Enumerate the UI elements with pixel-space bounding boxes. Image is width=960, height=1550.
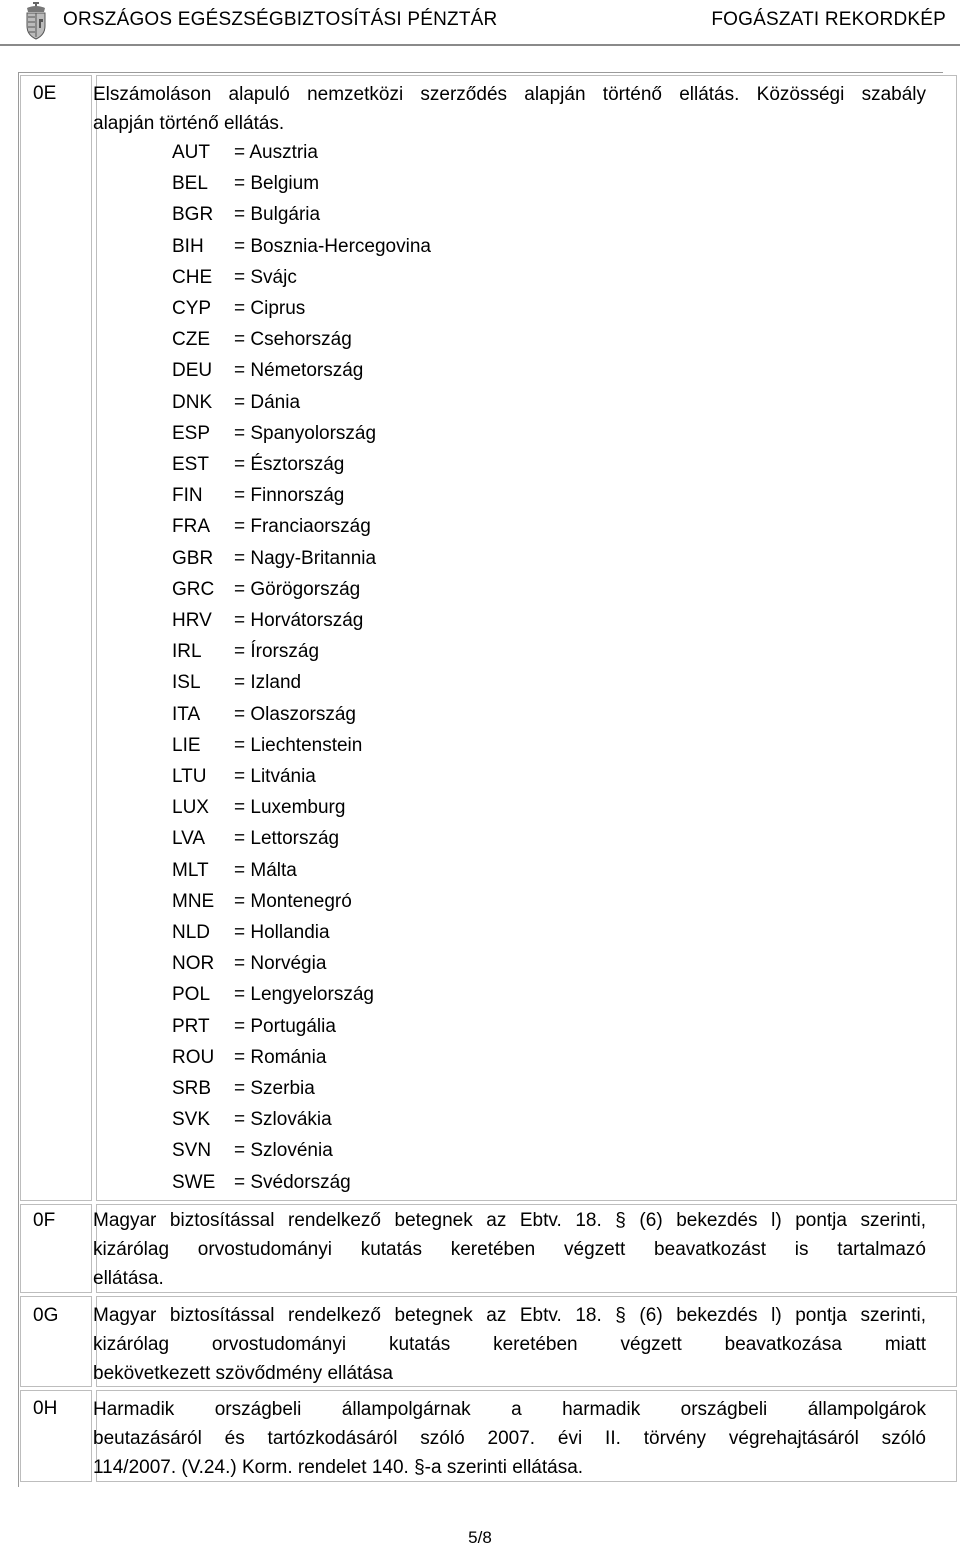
header-organization: ORSZÁGOS EGÉSZSÉGBIZTOSÍTÁSI PÉNZTÁR [63,9,498,30]
country-entry [172,641,319,665]
country-code: LTU [172,766,207,787]
country-name: = Málta [234,859,297,881]
country-name: = Nagy-Britannia [234,547,377,569]
country-entry [172,953,326,977]
country-entry [172,610,363,634]
country-entry [172,392,300,416]
country-code: FIN [172,485,203,507]
country-name: = Görögország [234,578,361,600]
header-document-title: FOGÁSZATI REKORDKÉP [711,9,946,30]
country-code: GRC [172,578,215,600]
country-name: = Izland [234,672,302,694]
code-cell [20,75,92,1201]
code-table [18,72,943,1487]
row-description [93,1301,926,1388]
country-entry [172,1016,336,1040]
country-code: HRV [172,610,212,631]
description-line: Harmadik országbeli állampolgárnak a harmadik országbeli állampolgárok [93,1399,926,1420]
country-name: = Olaszország [234,703,356,725]
country-code: ESP [172,422,211,444]
country-name: = Lettország [234,828,340,850]
country-name: = Németország [234,360,364,382]
page-header [0,0,960,46]
country-entry [172,142,318,166]
country-code: EST [172,454,209,475]
country-name: = Dánia [234,391,301,413]
country-code: ITA [172,703,201,725]
country-entry [172,454,344,478]
description-line: alapján történő ellátás. [93,113,285,134]
country-entry [172,1172,351,1196]
country-name: = Spanyolország [234,422,377,444]
country-name: = Bulgária [234,204,321,226]
country-code: DNK [172,391,213,413]
row-description [93,1206,926,1293]
country-entry [172,267,297,291]
description-line: Magyar biztosítással rendelkező betegnek az Ebtv. 18. § (6) bekezdés l) pontja szerinti, [93,1210,926,1231]
country-code: CZE [172,329,210,351]
country-name: = Románia [234,1046,327,1068]
country-entry [172,173,319,197]
country-name: = Lengyelország [234,984,374,1006]
country-name: = Franciaország [234,516,371,538]
country-code: MNE [172,890,215,912]
country-code: DEU [172,360,213,382]
row-code: 0G [33,1305,59,1326]
description-line: 114/2007. (V.24.) Korm. rendelet 140. §-a szerinti ellátása. [93,1457,584,1478]
country-code: SVK [172,1109,211,1131]
country-code: FRA [172,516,210,538]
hungarian-coat-of-arms-icon [24,2,48,40]
country-code: BIH [172,235,204,257]
country-code: BEL [172,173,208,195]
row-description [93,1395,926,1482]
country-entry [172,704,356,728]
country-code: AUT [172,142,210,163]
country-code: POL [172,984,211,1006]
country-name: = Csehország [234,329,352,351]
country-name: = Ciprus [234,298,306,319]
country-entry [172,672,301,696]
description-line: kizárólag orvostudományi kutatás keretében végzett beavatkozása miatt [93,1334,926,1355]
country-name: = Finnország [234,485,345,507]
country-code: SWE [172,1171,216,1193]
row-description [93,80,926,138]
country-entry [172,298,305,322]
country-name: = Írország [234,641,320,663]
row-code: 0F [33,1210,56,1231]
country-name: = Észtország [234,454,345,475]
description-line: beutazásáról és tartózkodásáról szóló 2007. évi II. törvény végrehajtásáról szóló [93,1428,926,1449]
country-code: CYP [172,298,212,319]
country-entry [172,548,376,572]
description-line: Magyar biztosítással rendelkező betegnek az Ebtv. 18. § (6) bekezdés l) pontja szerinti, [93,1305,926,1326]
country-entry [172,236,431,260]
country-name: = Liechtenstein [234,734,363,756]
country-entry [172,579,360,603]
country-entry [172,922,330,946]
country-entry [172,797,345,821]
country-code: MLT [172,859,209,881]
header-divider [0,44,960,46]
country-code: IRL [172,641,202,663]
description-line: kizárólag orvostudományi kutatás keretében végzett beavatkozást is tartalmazó [93,1239,926,1260]
country-name: = Szerbia [234,1078,315,1099]
country-entry [172,1109,332,1133]
country-code: BGR [172,204,214,226]
row-code: 0H [33,1398,58,1419]
description-line: Elszámoláson alapuló nemzetközi szerződés alapján történő ellátás. Közösségi szabály [93,84,926,105]
country-name: = Norvégia [234,953,327,975]
country-entry [172,516,371,540]
country-entry [172,1078,315,1102]
country-name: = Szlovákia [234,1109,332,1131]
country-entry [172,423,376,447]
code-cell [20,1204,92,1293]
country-code: ROU [172,1046,215,1068]
country-name: = Horvátország [234,610,364,631]
country-name: = Bosznia-Hercegovina [234,235,431,257]
country-name: = Svédország [234,1171,351,1193]
country-entry [172,891,352,915]
country-name: = Litvánia [234,766,316,787]
description-line: ellátása. [93,1268,164,1289]
country-name: = Luxemburg [234,797,346,819]
country-code: SVN [172,1140,212,1162]
description-line: bekövetkezett szövődmény ellátása [93,1363,393,1384]
page-number: 5/8 [468,1528,492,1547]
country-code: SRB [172,1078,212,1099]
country-code: NOR [172,953,215,975]
country-code: NLD [172,922,211,943]
country-entry [172,766,316,790]
country-name: = Szlovénia [234,1140,333,1162]
country-code: PRT [172,1015,210,1037]
country-code: LUX [172,797,209,819]
country-code: LIE [172,734,201,756]
country-name: = Montenegró [234,890,352,912]
country-code: LVA [172,828,206,850]
country-code: CHE [172,266,213,288]
country-name: = Ausztria [234,142,318,163]
row-code: 0E [33,83,57,104]
country-entry [172,828,339,852]
country-entry [172,329,352,353]
country-entry [172,984,374,1008]
country-entry [172,860,297,884]
country-entry [172,1047,326,1071]
country-name: = Hollandia [234,922,330,943]
country-entry [172,1140,333,1164]
country-name: = Svájc [234,266,297,288]
country-code: GBR [172,547,214,569]
country-name: = Belgium [234,173,320,195]
country-entry [172,485,344,509]
country-entry [172,204,320,228]
country-name: = Portugália [234,1015,336,1037]
country-entry [172,735,362,759]
country-code: ISL [172,672,201,694]
country-entry [172,360,363,384]
